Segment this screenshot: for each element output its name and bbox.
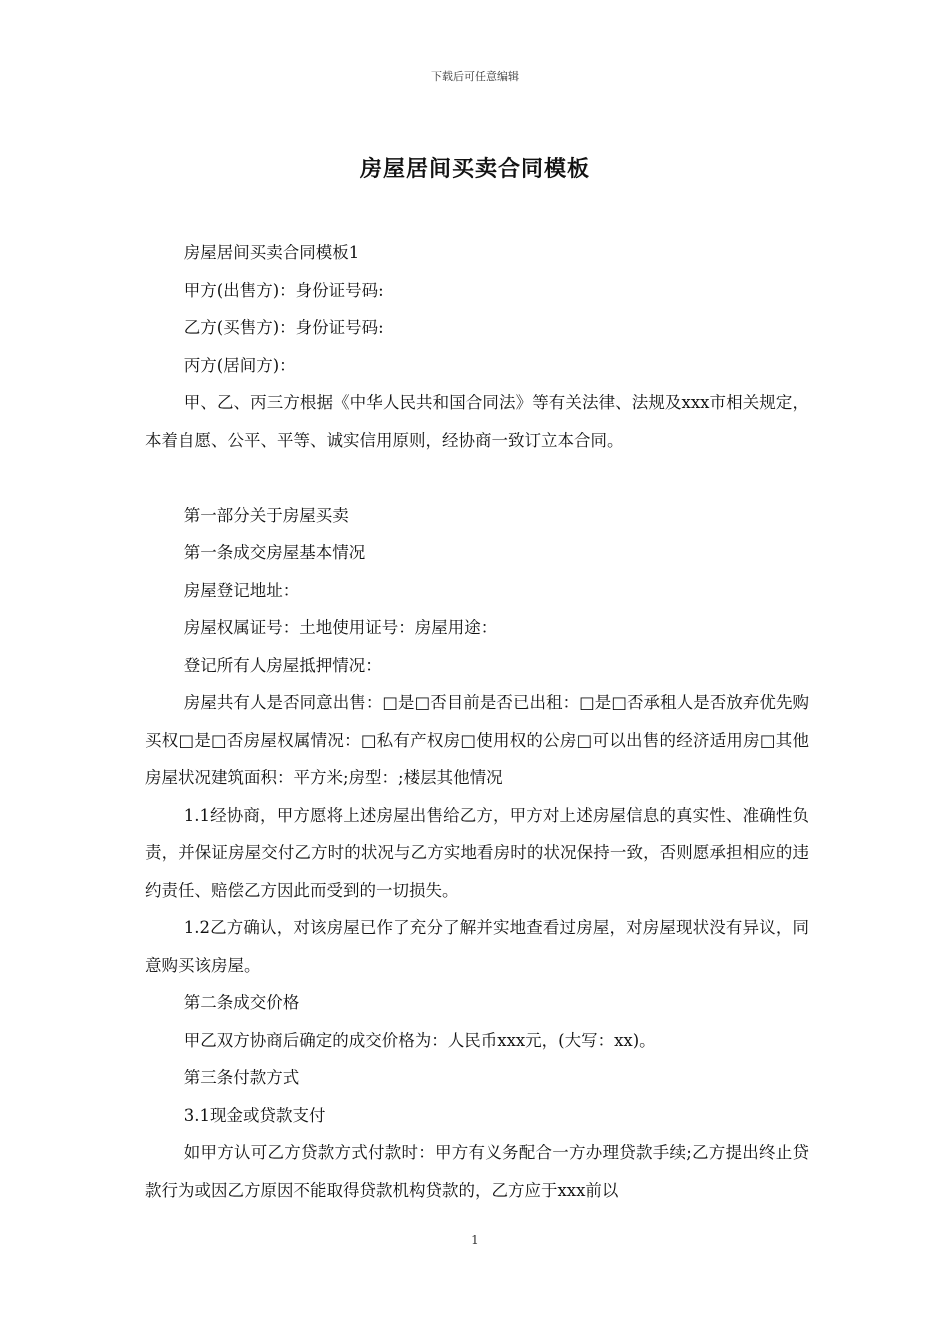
paragraph-article-one-heading: 第一条成交房屋基本情况 xyxy=(183,543,366,562)
paragraph-gap xyxy=(145,459,809,497)
paragraph-clause-1-1: 1.1经协商，甲方愿将上述房屋出售给乙方，甲方对上述房屋信息的真实性、准确性负责，并保证房屋交付乙方时的状况与乙方实地看房时的状况保持一致，否则愿承担相应的违约责任、赔偿乙方因此而受到的一切损失。 xyxy=(145,805,809,900)
paragraph-preamble: 甲、乙、丙三方根据《中华人民共和国合同法》等有关法律、法规及xxx市相关规定，本着自愿、公平、平等、诚实信用原则，经协商一致订立本合同。 xyxy=(145,393,809,450)
document-title: 房屋居间买卖合同模板 xyxy=(359,157,590,182)
paragraph-clause-3-1: 3.1现金或贷款支付 xyxy=(183,1105,326,1125)
header-note: 下载后可任意编辑 xyxy=(431,70,519,83)
page-number: 1 xyxy=(471,1233,479,1247)
paragraph-party-b: 乙方(买售方)：身份证号码: xyxy=(183,318,384,337)
paragraph-part-one-heading: 第一部分关于房屋买卖 xyxy=(183,505,349,525)
paragraph-house-address: 房屋登记地址： xyxy=(183,580,300,600)
paragraph-article-two-heading: 第二条成交价格 xyxy=(183,993,300,1012)
paragraph-house-status: 房屋共有人是否同意出售：□是□否目前是否已出租：□是□否承租人是否放弃优先购买权□是□否房屋权属情况：□私有产权房□使用权的公房□可以出售的经济适用房□其他房屋状况建筑面积：平方米;房型：;楼层其他情况 xyxy=(145,693,809,787)
paragraph-price: 甲乙双方协商后确定的成交价格为：人民币xxx元，(大写：xx)。 xyxy=(183,1030,656,1050)
paragraph-mortgage: 登记所有人房屋抵押情况： xyxy=(183,655,382,675)
paragraph-subtitle: 房屋居间买卖合同模板1 xyxy=(183,243,360,262)
paragraph-party-c: 丙方(居间方)： xyxy=(183,355,296,375)
paragraph-party-a: 甲方(出售方)：身份证号码: xyxy=(183,280,384,300)
paragraph-article-three-heading: 第三条付款方式 xyxy=(183,1068,300,1087)
paragraph-loan-terms: 如甲方认可乙方贷款方式付款时：甲方有义务配合一方办理贷款手续;乙方提出终止贷款行为或因乙方原因不能取得贷款机构贷款的，乙方应于xxx前以 xyxy=(145,1143,809,1200)
paragraph-clause-1-2: 1.2乙方确认，对该房屋已作了充分了解并实地查看过房屋，对房屋现状没有异议，同意购买该房屋。 xyxy=(145,918,809,975)
paragraph-ownership-numbers: 房屋权属证号：土地使用证号：房屋用途： xyxy=(183,618,498,637)
document-body xyxy=(145,234,809,1209)
